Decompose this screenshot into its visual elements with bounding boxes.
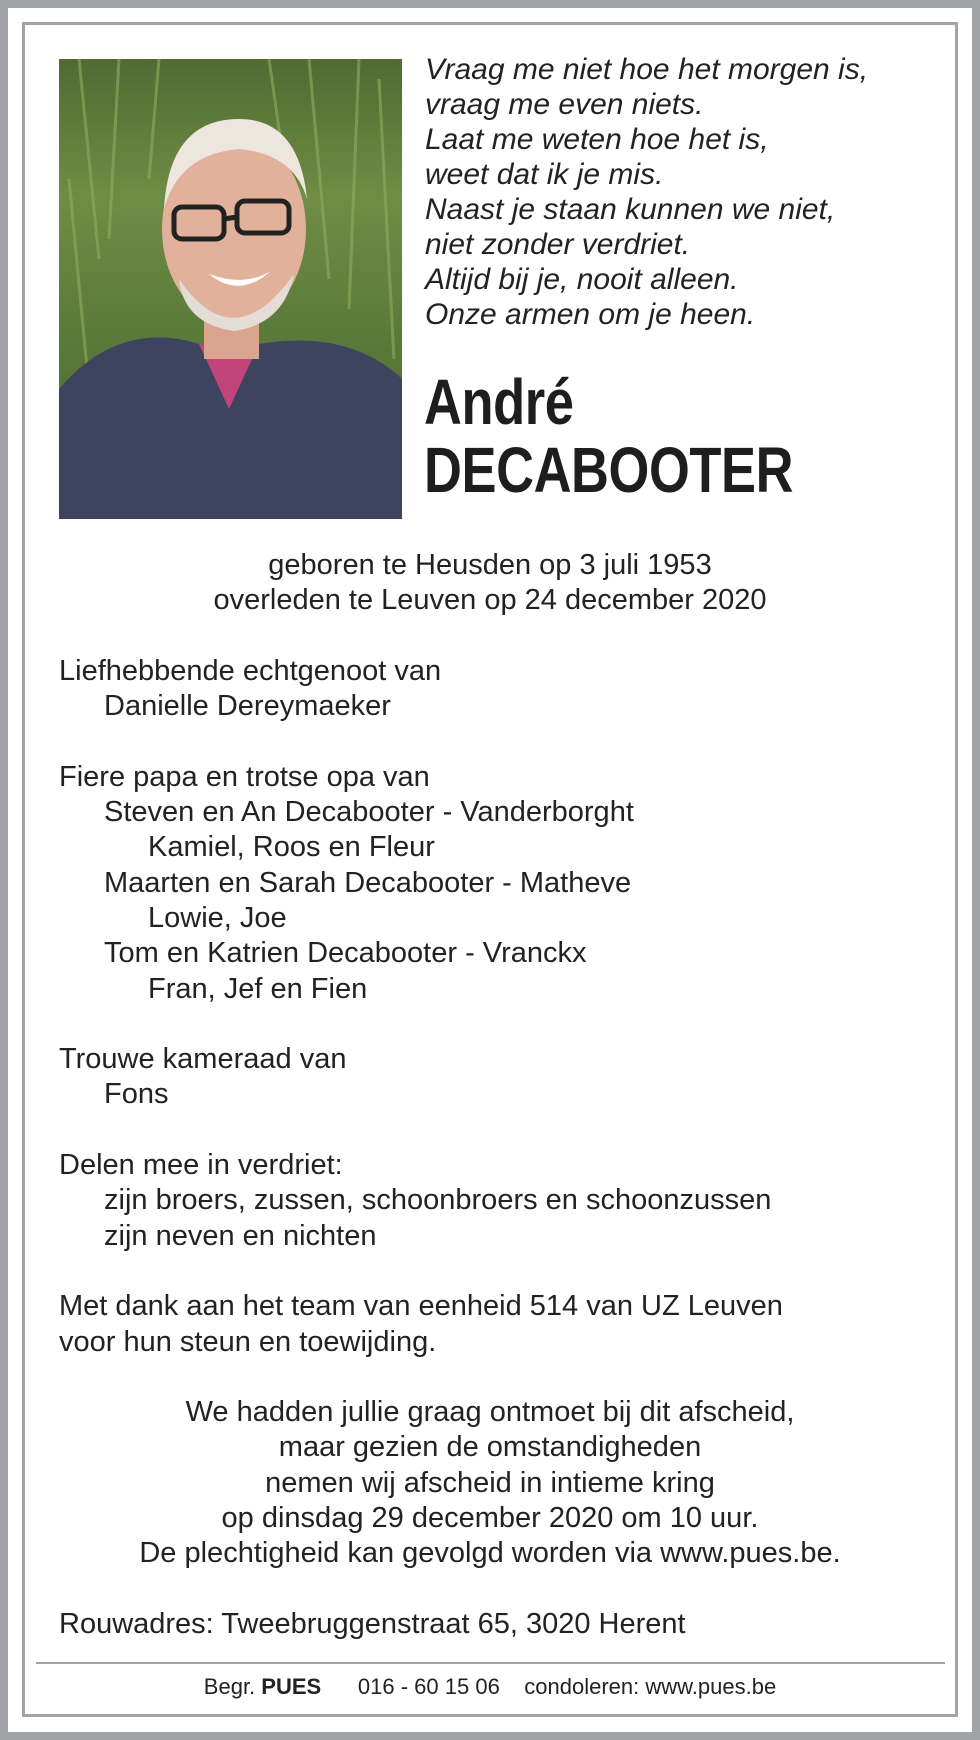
family-heading: Fiere papa en trotse opa van	[59, 760, 430, 793]
poem-line: niet zonder verdriet.	[425, 228, 691, 261]
death-line: overleden te Leuven op 24 december 2020	[213, 584, 767, 617]
obituary-body	[59, 548, 921, 1642]
mourning-address: Rouwadres: Tweebruggenstraat 65, 3020 Herent	[59, 1607, 686, 1640]
grandchildren: Kamiel, Roos en Fleur	[148, 831, 435, 864]
poem-line: vraag me even niets.	[425, 88, 704, 121]
poem-line: Naast je staan kunnen we niet,	[425, 193, 836, 226]
portrait-illustration	[59, 59, 402, 519]
last-name: DECABOOTER	[424, 434, 794, 506]
poem-line: weet dat ik je mis.	[425, 158, 664, 191]
thanks-line: Met dank aan het team van eenheid 514 van UZ Leuven	[59, 1290, 783, 1323]
footer-divider	[36, 1662, 945, 1664]
child-couple: Maarten en Sarah Decabooter - Matheve	[104, 866, 632, 899]
poem	[425, 52, 868, 332]
ceremony-line: nemen wij afscheid in intieme kring	[265, 1466, 715, 1499]
ceremony-line: De plechtigheid kan gevolgd worden via www.pues.be.	[139, 1537, 841, 1570]
footer-prefix: Begr.	[203, 1674, 256, 1699]
ceremony-line: maar gezien de omstandigheden	[278, 1431, 702, 1464]
ceremony-line: op dinsdag 29 december 2020 om 10 uur.	[221, 1502, 759, 1535]
poem-line: Laat me weten hoe het is,	[425, 123, 769, 156]
mourners-line: zijn neven en nichten	[104, 1219, 377, 1252]
child-couple: Steven en An Decabooter - Vanderborght	[104, 796, 634, 829]
mourners-heading: Delen mee in verdriet:	[59, 1149, 343, 1182]
mourners-line: zijn broers, zussen, schoonbroers en schoonzussen	[104, 1184, 772, 1217]
footer-phone: 016 - 60 15 06	[357, 1674, 500, 1699]
birth-line: geboren te Heusden op 3 juli 1953	[268, 549, 712, 581]
portrait-photo	[59, 59, 402, 519]
poem-line: Onze armen om je heen.	[425, 298, 756, 331]
child-couple: Tom en Katrien Decabooter - Vranckx	[104, 937, 587, 970]
footer	[0, 1674, 980, 1700]
first-name: André	[424, 366, 574, 438]
ceremony-line: We hadden jullie graag ontmoet bij dit afscheid,	[185, 1396, 795, 1429]
friend-name: Fons	[104, 1078, 169, 1111]
thanks-line: voor hun steun en toewijding.	[59, 1325, 437, 1358]
poem-line: Vraag me niet hoe het morgen is,	[425, 53, 869, 86]
funeral-company: PUES	[261, 1674, 322, 1699]
spouse-heading: Liefhebbende echtgenoot van	[59, 654, 442, 687]
friend-heading: Trouwe kameraad van	[59, 1043, 347, 1076]
grandchildren: Fran, Jef en Fien	[148, 972, 368, 1005]
footer-condolences: condoleren: www.pues.be	[524, 1674, 777, 1699]
grandchildren: Lowie, Joe	[148, 901, 287, 934]
spouse-name: Danielle Dereymaeker	[104, 690, 391, 723]
poem-line: Altijd bij je, nooit alleen.	[425, 263, 739, 296]
deceased-name	[424, 368, 793, 504]
